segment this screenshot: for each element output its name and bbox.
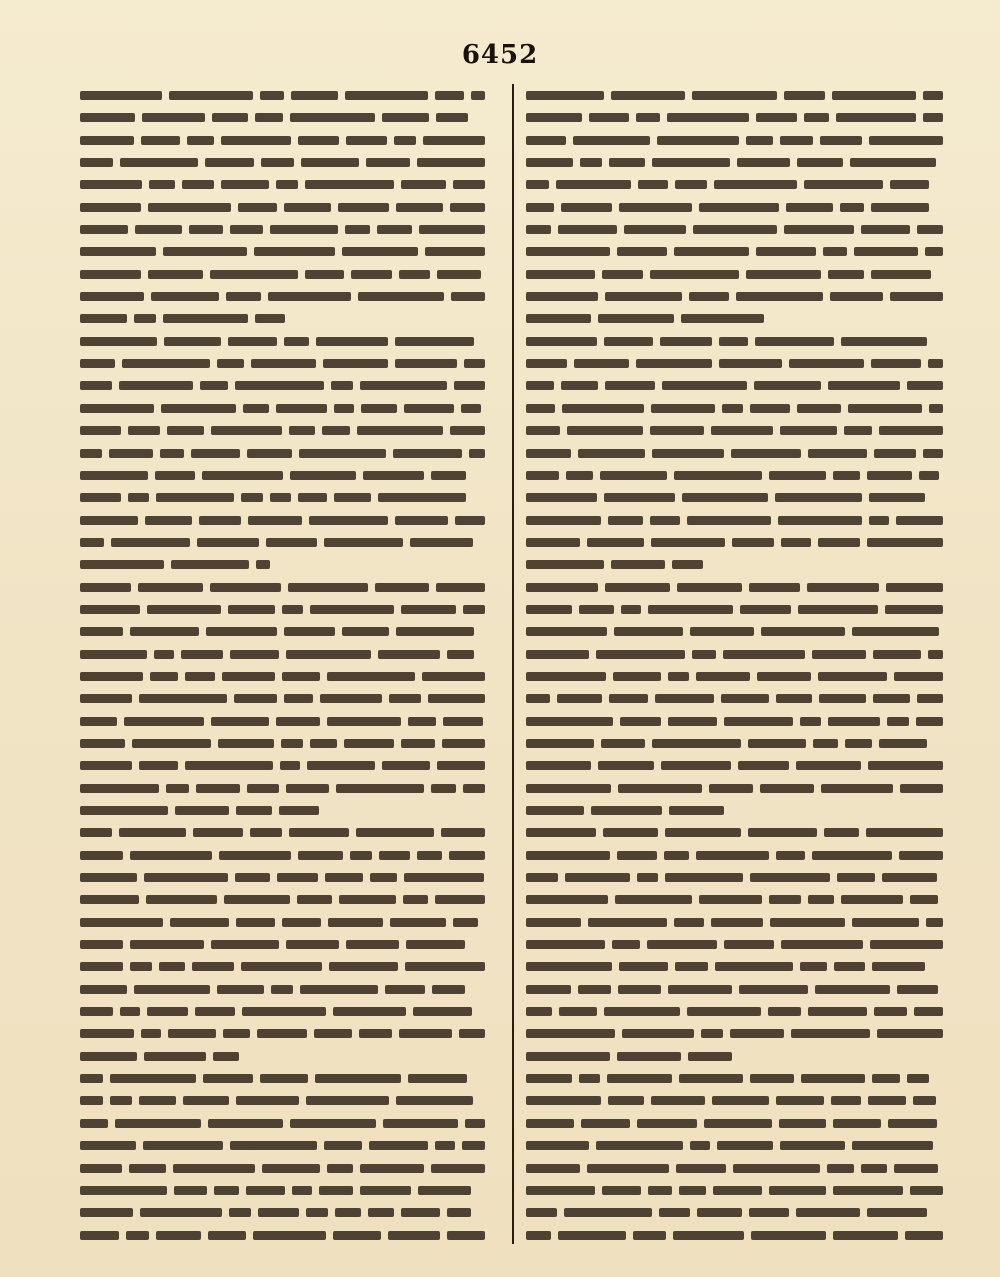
text-line <box>80 106 496 128</box>
text-line <box>80 1000 496 1022</box>
text-line <box>526 665 954 687</box>
text-line <box>526 888 954 910</box>
text-line <box>80 464 496 486</box>
text-line <box>80 151 496 173</box>
text-line <box>526 397 954 419</box>
text-line <box>80 129 496 151</box>
text-line <box>80 1045 496 1067</box>
page-number: 6452 <box>461 40 539 70</box>
text-line <box>80 866 496 888</box>
text-line <box>80 285 496 307</box>
text-line <box>526 330 954 352</box>
text-line <box>526 1112 954 1134</box>
text-line <box>526 620 954 642</box>
text-line <box>526 777 954 799</box>
text-line <box>80 553 496 575</box>
text-line <box>80 821 496 843</box>
text-line <box>526 374 954 396</box>
text-line <box>80 1112 496 1134</box>
text-line <box>526 1179 954 1201</box>
text-line <box>80 620 496 642</box>
text-line <box>80 307 496 329</box>
text-line <box>526 710 954 732</box>
text-line <box>80 933 496 955</box>
text-line <box>80 509 496 531</box>
text-line <box>80 665 496 687</box>
text-line <box>80 84 496 106</box>
text-line <box>526 754 954 776</box>
text-line <box>526 598 954 620</box>
text-line <box>80 196 496 218</box>
text-line <box>526 173 954 195</box>
text-line <box>80 710 496 732</box>
text-line <box>80 754 496 776</box>
text-line <box>80 1224 496 1244</box>
text-line <box>526 307 954 329</box>
text-line <box>80 531 496 553</box>
column-divider <box>512 84 514 1244</box>
text-line <box>80 1089 496 1111</box>
text-line <box>526 486 954 508</box>
text-line <box>80 1157 496 1179</box>
text-line <box>526 442 954 464</box>
text-line <box>526 419 954 441</box>
text-line <box>80 374 496 396</box>
text-line <box>526 84 954 106</box>
text-line <box>526 1157 954 1179</box>
text-line <box>80 1134 496 1156</box>
text-line <box>526 464 954 486</box>
text-line <box>526 129 954 151</box>
text-line <box>80 1067 496 1089</box>
text-line <box>526 1224 954 1244</box>
text-line <box>526 1000 954 1022</box>
text-line <box>526 1022 954 1044</box>
text-line <box>526 911 954 933</box>
text-line <box>80 218 496 240</box>
text-line <box>526 285 954 307</box>
text-line <box>526 509 954 531</box>
text-line <box>526 240 954 262</box>
text-line <box>526 978 954 1000</box>
text-line <box>80 173 496 195</box>
text-line <box>526 821 954 843</box>
text-line <box>526 263 954 285</box>
text-line <box>80 486 496 508</box>
text-line <box>526 553 954 575</box>
text-line <box>80 598 496 620</box>
text-line <box>80 263 496 285</box>
text-line <box>526 106 954 128</box>
text-line <box>526 1045 954 1067</box>
text-line <box>80 911 496 933</box>
text-line <box>526 866 954 888</box>
text-line <box>526 1201 954 1223</box>
text-line <box>526 196 954 218</box>
text-column-right <box>526 84 954 1244</box>
text-line <box>526 643 954 665</box>
text-line <box>80 1201 496 1223</box>
text-line <box>526 1089 954 1111</box>
text-line <box>80 240 496 262</box>
text-line <box>80 732 496 754</box>
text-line <box>80 687 496 709</box>
text-line <box>80 978 496 1000</box>
text-line <box>526 1067 954 1089</box>
text-line <box>80 777 496 799</box>
text-line <box>80 1022 496 1044</box>
text-line <box>80 442 496 464</box>
text-line <box>526 799 954 821</box>
text-line <box>526 732 954 754</box>
text-line <box>526 218 954 240</box>
text-line <box>80 330 496 352</box>
text-line <box>526 687 954 709</box>
text-line <box>80 955 496 977</box>
text-line <box>526 151 954 173</box>
text-line <box>526 1134 954 1156</box>
text-line <box>526 576 954 598</box>
text-line <box>526 955 954 977</box>
text-line <box>80 643 496 665</box>
text-line <box>80 799 496 821</box>
text-line <box>80 419 496 441</box>
text-line <box>526 933 954 955</box>
text-line <box>526 352 954 374</box>
text-line <box>526 531 954 553</box>
text-line <box>80 1179 496 1201</box>
text-line <box>526 844 954 866</box>
text-column-left <box>80 84 496 1244</box>
text-line <box>80 352 496 374</box>
text-line <box>80 888 496 910</box>
text-line <box>80 844 496 866</box>
text-line <box>80 397 496 419</box>
text-line <box>80 576 496 598</box>
